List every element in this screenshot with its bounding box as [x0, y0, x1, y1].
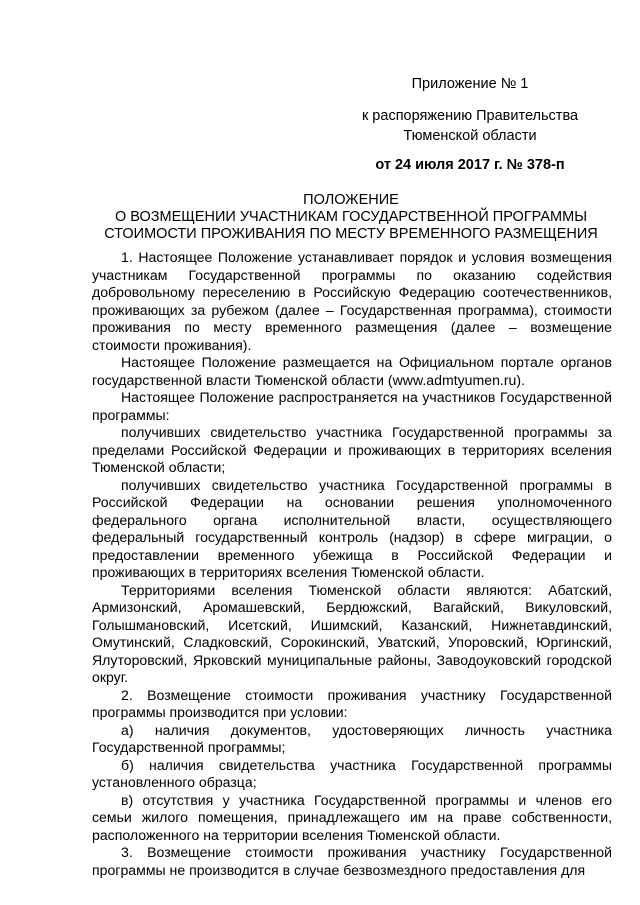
paragraph: 3. Возмещение стоимости проживания участнику Государственной программы не производится в случае безвозмездного предоставления для [92, 844, 612, 878]
document-title [90, 192, 612, 243]
region-name: Тюменской области [403, 128, 537, 144]
paragraph: Настоящее Положение распространяется на участников Государственной программы: [92, 389, 612, 423]
paragraph: а) наличия документов, удостоверяющих личность участника Государственной программы; [92, 721, 612, 755]
paragraph: получивших свидетельство участника Государственной программы за пределами Российской Федерации и проживающих в территориях вселения Тюменской области; [92, 424, 612, 475]
appendix-number: Приложение № 1 [411, 76, 529, 92]
title-line-1: ПОЛОЖЕНИЕ [303, 192, 399, 208]
paragraph: 1. Настоящее Положение устанавливает порядок и условия возмещения участникам Государственной программы по оказанию содействия добровольному переселению в Российскую Федерацию соотечественников, проживающих за рубежом (далее – Государственная программа), стоимости проживания по месту временного размещения (далее – возмещение стоимости проживания). [92, 249, 612, 353]
paragraph: получивших свидетельство участника Государственной программы в Российской Федерации на основании решения уполномоченного федерального органа исполнительной власти, осуществляющего федеральный государственный контроль (надзор) в сфере миграции, о предоставлении временного убежища в Российской Федерации и проживающих в территориях вселения Тюменской области. [92, 476, 612, 580]
title-line-2: О ВОЗМЕЩЕНИИ УЧАСТНИКАМ ГОСУДАРСТВЕННОЙ ПРОГРАММЫ [114, 209, 588, 225]
paragraph: Территориями вселения Тюменской области являются: Абатский, Армизонский, Аромашевский, Бердюжский, Вагайский, Викуловский, Голышмановский, Исетский, Ишимский, Казанский, Нижнетавдинский, Омутинский, Сладковский, Сорокинский, Уватский, Упоровский, Юргинский, Ялуторовский, Ярковский муниципальные районы, Заводоуковский городской округ. [92, 581, 612, 685]
paragraph: в) отсутствия у участника Государственной программы и членов его семьи жилого помещения, принадлежащего им на праве собственности, расположенного на территории вселения Тюменской области. [92, 791, 612, 843]
title-line-3: СТОИМОСТИ ПРОЖИВАНИЯ ПО МЕСТУ ВРЕМЕННОГО РАЗМЕЩЕНИЯ [104, 226, 598, 242]
order-date-number: от 24 июля 2017 г. № 378-п [375, 157, 565, 173]
paragraph: 2. Возмещение стоимости проживания участнику Государственной программы производится при условии: [92, 686, 612, 720]
approval-header [340, 74, 600, 175]
document-body [92, 249, 612, 879]
paragraph: Настоящее Положение размещается на Официальном портале органов государственной власти Тюменской области (www.admtyumen.ru). [92, 354, 612, 388]
order-reference: к распоряжению Правительства [361, 108, 579, 124]
paragraph: б) наличия свидетельства участника Государственной программы установленного образца; [92, 756, 612, 790]
